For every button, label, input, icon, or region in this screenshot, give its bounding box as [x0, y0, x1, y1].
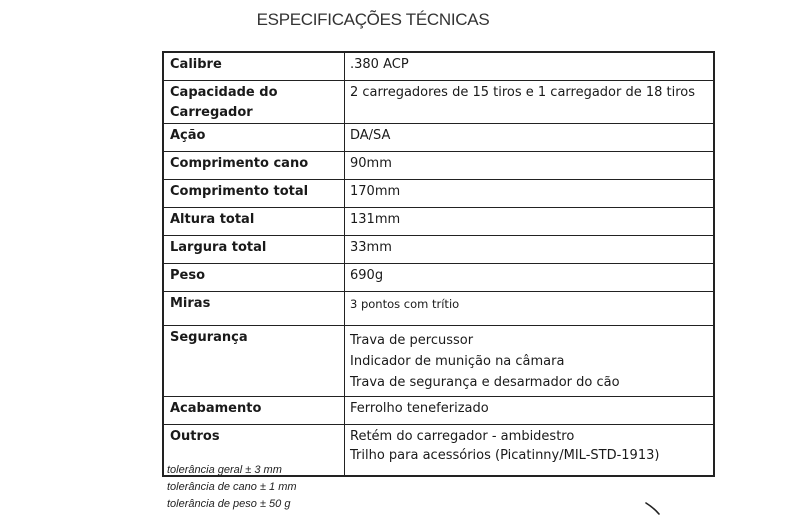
- spec-value-line: Indicador de munição na câmara: [350, 354, 565, 369]
- page-title: ESPECIFICAÇÕES TÉCNICAS: [256, 10, 490, 29]
- specs-table: [162, 51, 715, 477]
- spec-label-acabamento: Acabamento: [163, 397, 345, 425]
- tolerance-note: tolerância geral ± 3 mm: [167, 464, 282, 476]
- spec-label-miras: Miras: [163, 292, 345, 326]
- spec-value-altura-total: 131mm: [345, 208, 715, 236]
- spec-value-outros: [345, 425, 715, 477]
- spec-label-outros: Outros: [163, 425, 345, 477]
- table-row: [163, 124, 714, 152]
- decorative-stroke: [644, 500, 662, 516]
- table-row: [163, 236, 714, 264]
- spec-value-largura-total: 33mm: [345, 236, 715, 264]
- tolerance-notes: [167, 462, 297, 513]
- spec-value-peso: 690g: [345, 264, 715, 292]
- spec-value-acao: DA/SA: [345, 124, 715, 152]
- spec-label-acao: Ação: [163, 124, 345, 152]
- spec-label-altura-total: Altura total: [163, 208, 345, 236]
- table-row: [163, 326, 714, 397]
- tolerance-note: tolerância de peso ± 50 g: [167, 498, 291, 510]
- spec-label-seguranca: Segurança: [163, 326, 345, 397]
- spec-value-capacidade: 2 carregadores de 15 tiros e 1 carregador de 18 tiros: [345, 81, 715, 124]
- spec-value-comprimento-total: 170mm: [345, 180, 715, 208]
- spec-label-largura-total: Largura total: [163, 236, 345, 264]
- spec-value-miras: 3 pontos com trítio: [345, 292, 715, 326]
- tolerance-note: tolerância de cano ± 1 mm: [167, 481, 297, 493]
- table-row: [163, 152, 714, 180]
- table-row: [163, 180, 714, 208]
- spec-label-comprimento-cano: Comprimento cano: [163, 152, 345, 180]
- spec-value-line: Trilho para acessórios (Picatinny/MIL-STD-1913): [350, 448, 660, 463]
- table-row: [163, 397, 714, 425]
- table-row: [163, 208, 714, 236]
- table-row: [163, 52, 714, 81]
- spec-value-comprimento-cano: 90mm: [345, 152, 715, 180]
- table-row: [163, 81, 714, 124]
- spec-value-acabamento: Ferrolho teneferizado: [345, 397, 715, 425]
- spec-value-seguranca: [345, 326, 715, 397]
- page-title-wrap: [0, 10, 791, 30]
- spec-label-peso: Peso: [163, 264, 345, 292]
- spec-value-line: Trava de segurança e desarmador do cão: [350, 375, 620, 390]
- spec-value-line: Trava de percussor: [350, 333, 474, 348]
- spec-value-line: Retém do carregador - ambidestro: [350, 429, 575, 444]
- spec-label-comprimento-total: Comprimento total: [163, 180, 345, 208]
- spec-label-capacidade: Capacidade do Carregador: [163, 81, 345, 124]
- table-row: [163, 292, 714, 326]
- spec-label-calibre: Calibre: [163, 52, 345, 81]
- spec-value-calibre: .380 ACP: [345, 52, 715, 81]
- table-row: [163, 264, 714, 292]
